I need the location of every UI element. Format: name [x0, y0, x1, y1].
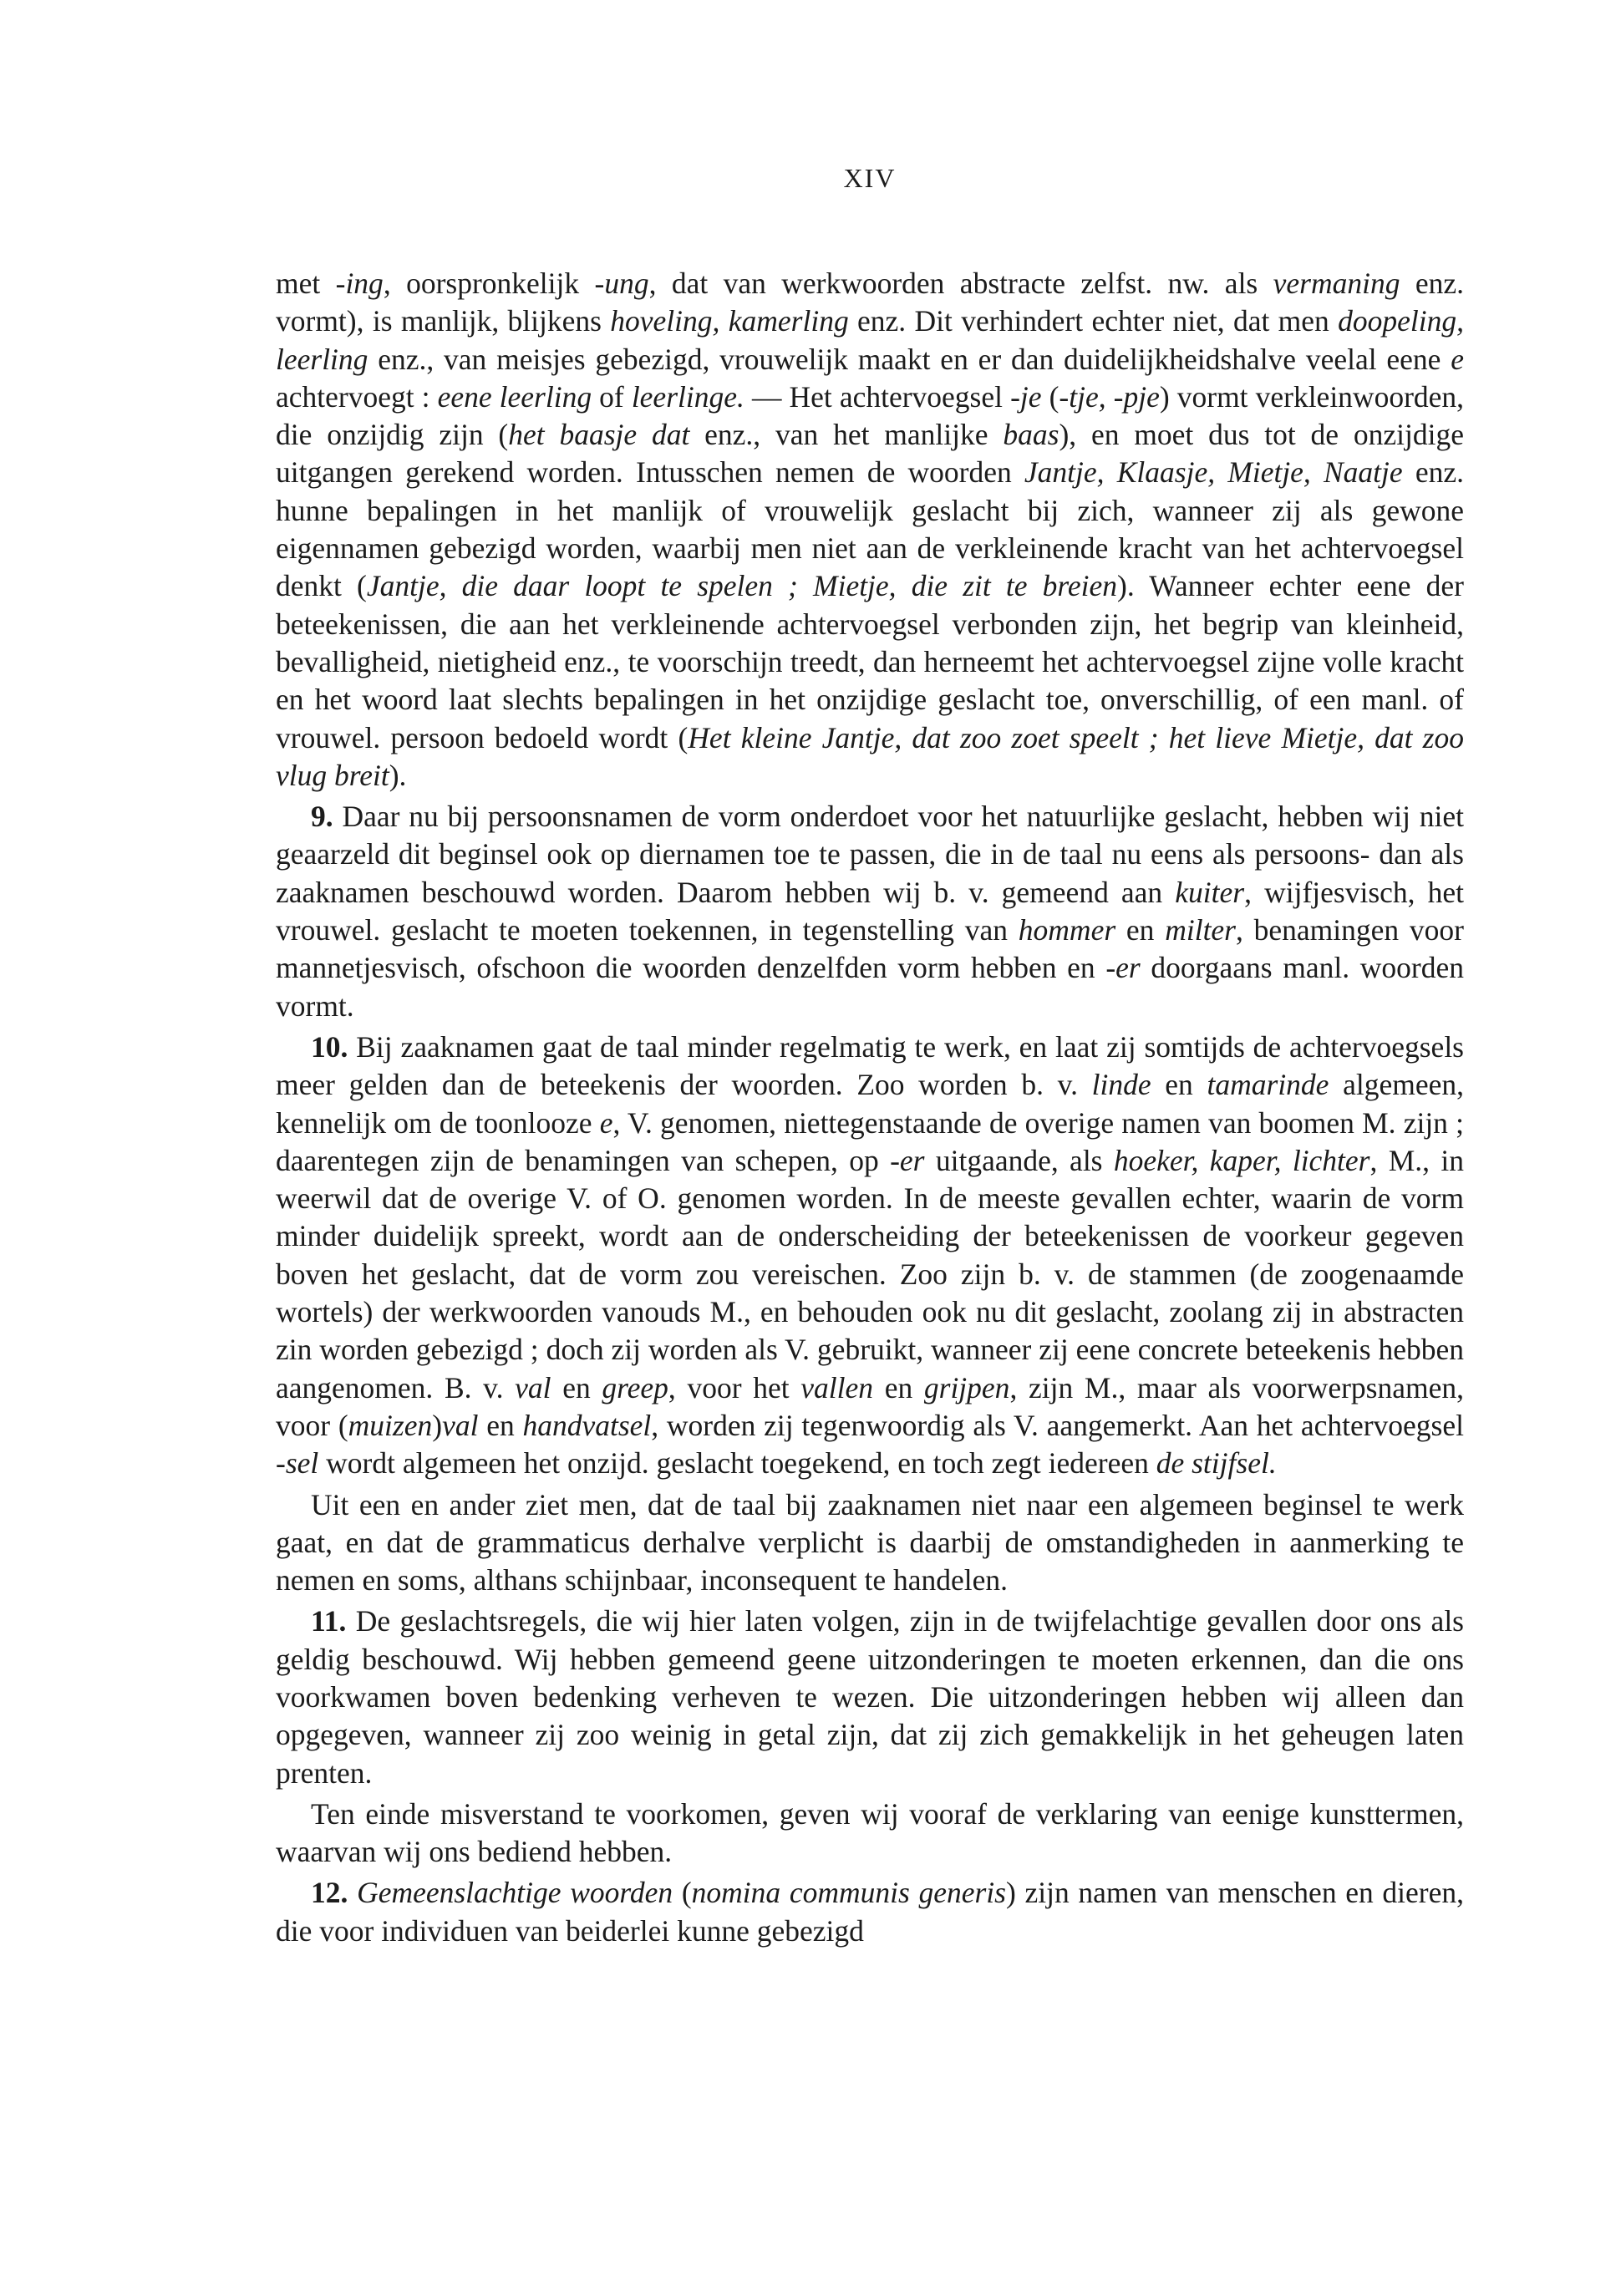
text-run: , wijfjesvisch, het vrouwel. geslacht te moeten toekennen, in tegenstelling van [276, 875, 1464, 947]
italic-text: -je [1010, 379, 1042, 414]
text-run: enz. hunne bepalingen in het manlijk of vrouwelijk geslacht bij zich, wanneer zij als gewone eigennamen gebezigd worden, waarbij men niet aan de verkleinende kracht van het achtervoegsel denkt ( [276, 455, 1464, 603]
italic-text: nomina communis generis [691, 1876, 1006, 1910]
text-run: en [478, 1408, 523, 1442]
paragraph-2 [276, 798, 1464, 1025]
italic-text: greep [602, 1370, 668, 1405]
text-run: , oorspronkelijk [383, 267, 595, 300]
text-run: ) [432, 1408, 443, 1442]
text-run: en [1115, 913, 1166, 947]
text-run: , voor het [668, 1370, 801, 1405]
text-run: ( [1041, 379, 1059, 414]
text-run: ) vormt verkleinwoorden, die onzijdig zijn ( [276, 379, 1465, 452]
paragraph-5 [276, 1603, 1464, 1791]
text-run: enz. vormt), is manlijk, blijkens [276, 267, 1465, 338]
text-run: ). [389, 758, 407, 792]
italic-text: Het kleine Jantje, dat zoo zoet speelt ; het lieve Mietje, dat zoo vlug breit [276, 720, 1464, 792]
italic-text: Jantje, Klaasje, Mietje, Naatje [1024, 455, 1403, 490]
text-run: , zijn M., maar als voorwerpsnamen, voor ( [276, 1370, 1464, 1442]
italic-text: hommer [1018, 913, 1116, 947]
text-body [276, 265, 1464, 1950]
text-run: wordt algemeen het onzijd. geslacht toegekend, en toch zegt iedereen [318, 1446, 1156, 1481]
text-run: doorgaans manl. woorden vormt. [276, 951, 1464, 1023]
italic-text: vermaning [1273, 267, 1400, 300]
italic-text: val [442, 1408, 479, 1442]
text-run: enz. Dit verhindert echter niet, dat men [848, 304, 1339, 338]
text-run: — Het achtervoegsel [744, 379, 1011, 414]
text-run: en [873, 1370, 924, 1405]
text-run: ) zijn namen van menschen en dieren, die voor individuen van beiderlei kunne gebezigd [276, 1876, 1464, 1948]
italic-text: e [599, 1105, 613, 1140]
italic-text: doopeling, leerling [276, 304, 1464, 376]
section-number: 12. [311, 1876, 348, 1910]
text-run: achtervoegt : [276, 379, 438, 414]
text-run: , V. genomen, niettegenstaande de overige namen van boomen M. zijn ; daarentegen zijn de benamingen van schepen, op [276, 1105, 1464, 1177]
text-run: algemeen, kennelijk om de toonlooze [276, 1068, 1464, 1140]
italic-text: Gemeenslachtige woorden [357, 1876, 673, 1910]
italic-text: muizen [348, 1408, 433, 1442]
italic-text: het baasje dat [508, 418, 690, 452]
italic-text: -er [1105, 951, 1141, 985]
text-run: Daar nu bij persoonsnamen de vorm onderdoet voor het natuurlijke geslacht, hebben wij niet geaarzeld dit beginsel ook op diernamen toe te passen, die in de taal nu eens als persoons- dan als zaaknamen beschouwd worden. Daarom hebben wij b. v. gemeend aan [276, 800, 1464, 909]
italic-text: baas [1003, 418, 1059, 452]
italic-text: -ing [335, 267, 384, 300]
italic-text: milter [1165, 913, 1237, 947]
text-run: of [592, 379, 632, 414]
page-number: XIV [843, 163, 897, 193]
text-run: , M., in weerwil dat de overige V. of O. genomen worden. In de meeste gevallen echter, waarin de vorm minder duidelijk spreekt, wordt aan de onderscheiding der beteekenissen de voorkeur gegeven boven het geslacht, dat de vorm zou vereischen. Zoo zijn b. v. de stammen (de zoogenaamde wortels) der werkwoorden vanouds M., en behouden ook nu dit geslacht, zoolang zij in abstracten zin worden gebezigd ; doch zij worden als V. gebruikt, wanneer zij eene concrete beteekenis hebben aangenomen. B. v. [276, 1143, 1464, 1405]
paragraph-1 [276, 265, 1464, 795]
text-run: Bij zaaknamen gaat de taal minder regelmatig te werk, en laat zij somtijds de achtervoegsels meer gelden dan de beteekenis der woorden. Zoo worden b. v. [276, 1029, 1464, 1102]
text-run: , worden zij tegenwoordig als V. aangemerkt. Aan het achtervoegsel [651, 1408, 1464, 1442]
italic-text: de stijfsel. [1156, 1446, 1277, 1481]
italic-text: leerlinge. [631, 379, 744, 414]
italic-text: kuiter [1175, 875, 1245, 909]
text-run: ), en moet dus tot de onzijdige uitgangen gerekend worden. Intusschen nemen de woorden [276, 418, 1464, 490]
text-run: , benamingen voor mannetjesvisch, ofschoon die woorden denzelfden vorm hebben en [276, 913, 1464, 985]
text-run: ). Wanneer echter eene der beteekenissen, die aan het verkleinende achtervoegsel verbonden zijn, het begrip van kleinheid, bevalligheid, nietigheid enz., te voorschijn treedt, dan herneemt het achtervoegsel zijne volle kracht en het woord laat slechts bepalingen in het onzijdige geslacht toe, onverschillig, of een manl. of vrouwel. persoon bedoeld wordt ( [276, 569, 1464, 754]
italic-text: val [515, 1370, 551, 1405]
text-run: en [551, 1370, 602, 1405]
text-run: Uit een en ander ziet men, dat de taal bij zaaknamen niet naar een algemeen beginsel te werk gaat, en dat de grammaticus derhalve verplicht is daarbij de omstandigheden in aanmerking te nemen en soms, althans schijnbaar, inconsequent te handelen. [276, 1487, 1464, 1598]
text-run: Ten einde misverstand te voorkomen, geven wij vooraf de verklaring van eenige kunsttermen, waarvan wij ons bediend hebben. [276, 1796, 1464, 1869]
text-run: ( [673, 1876, 692, 1910]
text-run: enz., van het manlijke [689, 418, 1004, 452]
italic-text: hoveling, kamerling [610, 304, 849, 338]
italic-text: -ung [594, 267, 649, 300]
text-run [348, 1876, 357, 1909]
italic-text: e [1451, 342, 1464, 376]
section-number: 9. [311, 800, 333, 834]
document-page [276, 163, 1464, 1953]
text-run: enz., van meisjes gebezigd, vrouwelijk maakt en er dan duidelijkheidshalve veelal eene [368, 342, 1451, 376]
italic-text: linde [1091, 1068, 1151, 1102]
italic-text: vallen [800, 1370, 874, 1405]
italic-text: -sel [276, 1446, 319, 1481]
text-run: uitgaande, als [924, 1143, 1114, 1177]
text-run: met [276, 267, 336, 300]
italic-text: -tje, -pje [1059, 379, 1160, 414]
section-number: 10. [311, 1029, 348, 1064]
italic-text: hoeker, kaper, lichter [1113, 1143, 1370, 1177]
section-number: 11. [311, 1604, 347, 1638]
italic-text: -er [890, 1143, 925, 1177]
paragraph-7 [276, 1874, 1464, 1950]
text-run: en [1151, 1068, 1207, 1102]
text-run: , dat van werkwoorden abstracte zelfst. nw. als [648, 267, 1273, 300]
italic-text: Jantje, die daar loopt te spelen ; Mietje, die zit te breien [366, 569, 1118, 603]
italic-text: grijpen [923, 1370, 1010, 1405]
italic-text: eene leerling [437, 379, 592, 414]
paragraph-4 [276, 1486, 1464, 1600]
italic-text: tamarinde [1207, 1068, 1329, 1102]
paragraph-6 [276, 1796, 1464, 1872]
paragraph-3 [276, 1029, 1464, 1483]
italic-text: handvatsel [522, 1408, 652, 1442]
text-run: De geslachtsregels, die wij hier laten volgen, zijn in de twijfelachtige gevallen door ons als geldig beschouwd. Wij hebben gemeend geene uitzonderingen te moeten erkennen, dan die ons voorkwamen boven bedenking verheven te wezen. Die uitzonderingen hebben wij alleen dan opgegeven, wanneer zij zoo weinig in getal zijn, dat zij zich gemakkelijk in het geheugen laten prenten. [276, 1604, 1464, 1790]
